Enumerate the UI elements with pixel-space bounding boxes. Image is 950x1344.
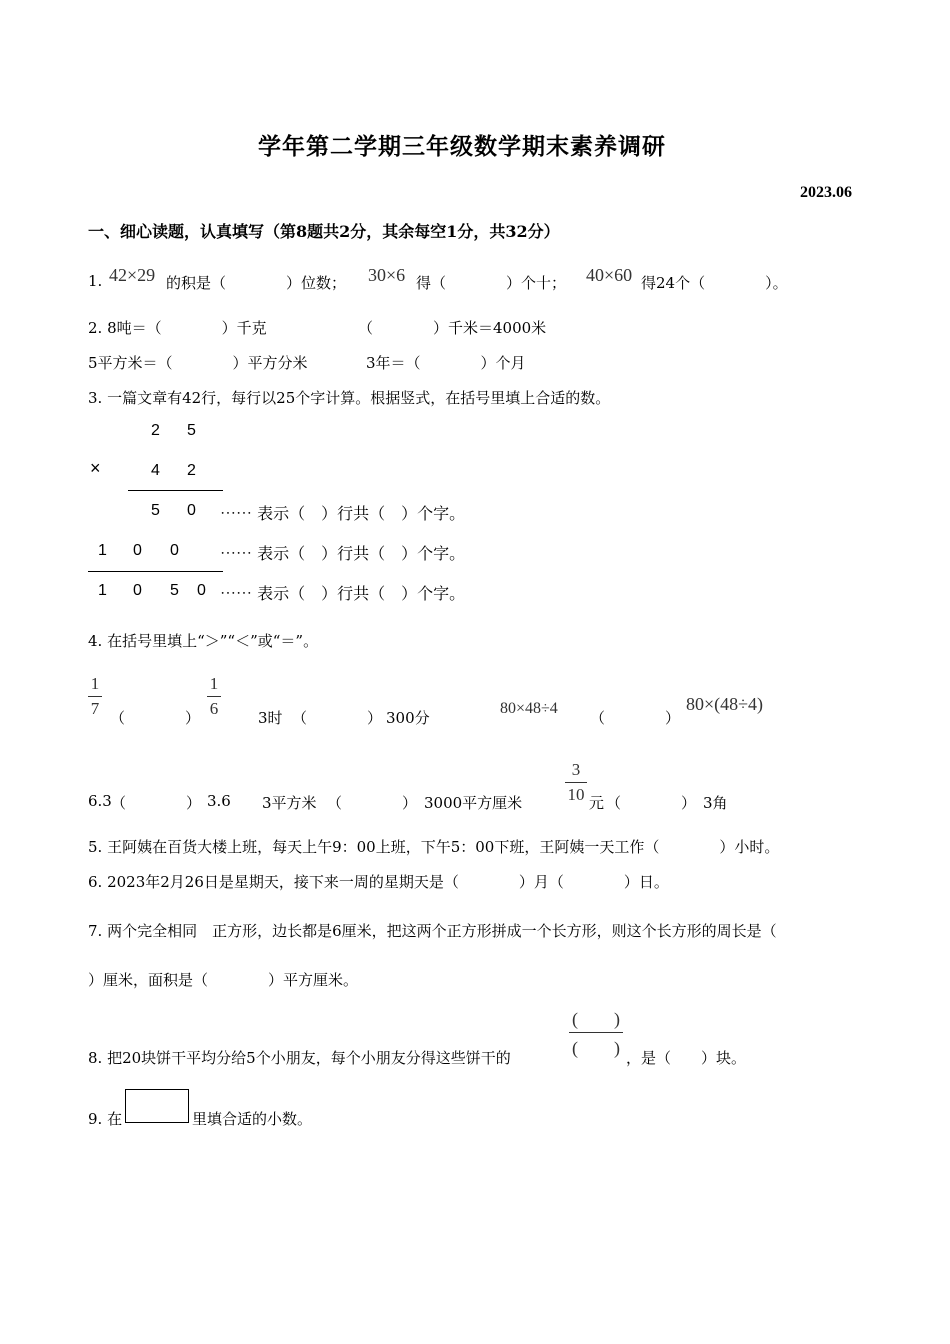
q4-fraction-3-10	[565, 760, 587, 805]
q4-c3-right: 80×(48÷4)	[686, 694, 764, 714]
q1-text-3: 得24个（ ）。	[641, 274, 788, 292]
fraction-numerator-blank[interactable]: ( )	[572, 1009, 620, 1029]
q3-row3-d1: 5	[151, 502, 160, 519]
exam-date: 2023.06	[800, 184, 852, 201]
q8-text: 8. 把20块饼干平均分给5个小朋友，每个小朋友分得这些饼干的	[88, 1049, 511, 1067]
q9-answer-box[interactable]	[125, 1089, 189, 1123]
section-1-heading: 一、细心读题，认真填写（第8题共2分，其余每空1分，共32分）	[88, 222, 560, 241]
q1-expr-2: 30×6	[368, 265, 406, 285]
q1-number: 1.	[88, 272, 103, 290]
question-5: 5. 王阿姨在百货大楼上班，每天上午9：00上班，下午5：00下班，王阿姨一天工作（ ）小时。	[88, 838, 780, 856]
q4-c2-right: 300分	[386, 709, 430, 727]
q4-c5-right: 3000平方厘米	[424, 794, 523, 812]
q4-blank-4[interactable]: （ ）	[111, 794, 202, 812]
q3-row2-d2: 2	[187, 462, 196, 479]
q3-rule-2	[88, 571, 223, 572]
q3-row4-d1: 1	[98, 542, 107, 559]
q2-line1-a: 2. 8吨＝（ ）千克	[88, 319, 267, 337]
q4-c4-right: 3.6	[207, 792, 231, 810]
q4-text: 4. 在括号里填上“＞”“＜”或“＝”。	[88, 632, 319, 650]
q3-rule-1	[128, 490, 223, 491]
q4-c2-left: 3时	[258, 709, 283, 727]
q3-row3-d2: 0	[187, 502, 196, 519]
fraction-numerator: 1	[209, 674, 219, 693]
q3-note-2: ⋯⋯ 表示（ ）行共（ ）个字。	[220, 544, 466, 563]
q4-blank-5[interactable]: （ ）	[327, 794, 418, 812]
q4-c4-left: 6.3	[88, 792, 112, 810]
q4-fraction-1-6	[207, 674, 221, 719]
q1-text-1: 的积是（ ）位数；	[166, 274, 347, 292]
q4-fraction-1-7	[88, 674, 102, 719]
q3-note-1: ⋯⋯ 表示（ ）行共（ ）个字。	[220, 504, 466, 523]
q3-row1-d1: 2	[151, 422, 160, 439]
fraction-numerator: 1	[90, 674, 100, 693]
q1-expr-1: 42×29	[109, 265, 156, 285]
q8-fraction-blank[interactable]	[565, 1005, 627, 1060]
fraction-numerator: 3	[571, 760, 581, 779]
question-6: 6. 2023年2月26日是星期天，接下来一周的星期天是（ ）月（ ）日。	[88, 873, 669, 891]
q4-c5-left: 3平方米	[262, 794, 317, 812]
q1-expr-3: 40×60	[586, 265, 633, 285]
q2-line1-b: （ ）千米＝4000米	[358, 319, 547, 337]
question-7-line-2: ）厘米，面积是（ ）平方厘米。	[88, 971, 359, 989]
q3-text: 3. 一篇文章有42行，每行以25个字计算。根据竖式，在括号里填上合适的数。	[88, 389, 611, 407]
q8-tail: ，是（ ）块。	[626, 1049, 747, 1067]
q4-blank-6[interactable]: （ ）	[606, 794, 697, 812]
q3-row4-d3: 0	[170, 542, 179, 559]
q3-row5-d4: 0	[197, 582, 206, 599]
q3-row2-d1: 4	[151, 462, 160, 479]
fraction-denominator: 6	[209, 699, 219, 718]
q3-row5-d1: 1	[98, 582, 107, 599]
q1-text-2: 得（ ）个十；	[416, 274, 567, 292]
q9-text-b: 里填合适的小数。	[192, 1110, 313, 1128]
q4-blank-3[interactable]: （ ）	[590, 709, 681, 727]
fraction-denominator: 7	[90, 699, 100, 718]
q4-blank-1[interactable]: （ ）	[110, 709, 201, 727]
question-7-line-1: 7. 两个完全相同 正方形，边长都是6厘米，把这两个正方形拼成一个长方形，则这个长方形的周长是（	[88, 922, 777, 940]
q3-row1-d2: 5	[187, 422, 196, 439]
page-title: 学年第二学期三年级数学期末素养调研	[258, 133, 666, 160]
q2-line2-b: 3年＝（ ）个月	[366, 354, 526, 372]
q3-row4-d2: 0	[133, 542, 142, 559]
q9-text-a: 9. 在	[88, 1110, 123, 1128]
fraction-denominator-blank[interactable]: ( )	[572, 1038, 620, 1058]
multiply-sign: ×	[90, 458, 101, 478]
q3-note-3: ⋯⋯ 表示（ ）行共（ ）个字。	[220, 584, 466, 603]
fraction-denominator: 10	[567, 785, 585, 804]
q4-c6-right: 3角	[703, 794, 728, 812]
q3-row5-d2: 0	[133, 582, 142, 599]
q4-c6-left: 元	[589, 794, 605, 812]
q4-blank-2[interactable]: （ ）	[292, 709, 383, 727]
q3-row5-d3: 5	[170, 582, 179, 599]
q2-line2-a: 5平方米＝（ ）平方分米	[88, 354, 308, 372]
q4-c3-left: 80×48÷4	[500, 700, 558, 717]
